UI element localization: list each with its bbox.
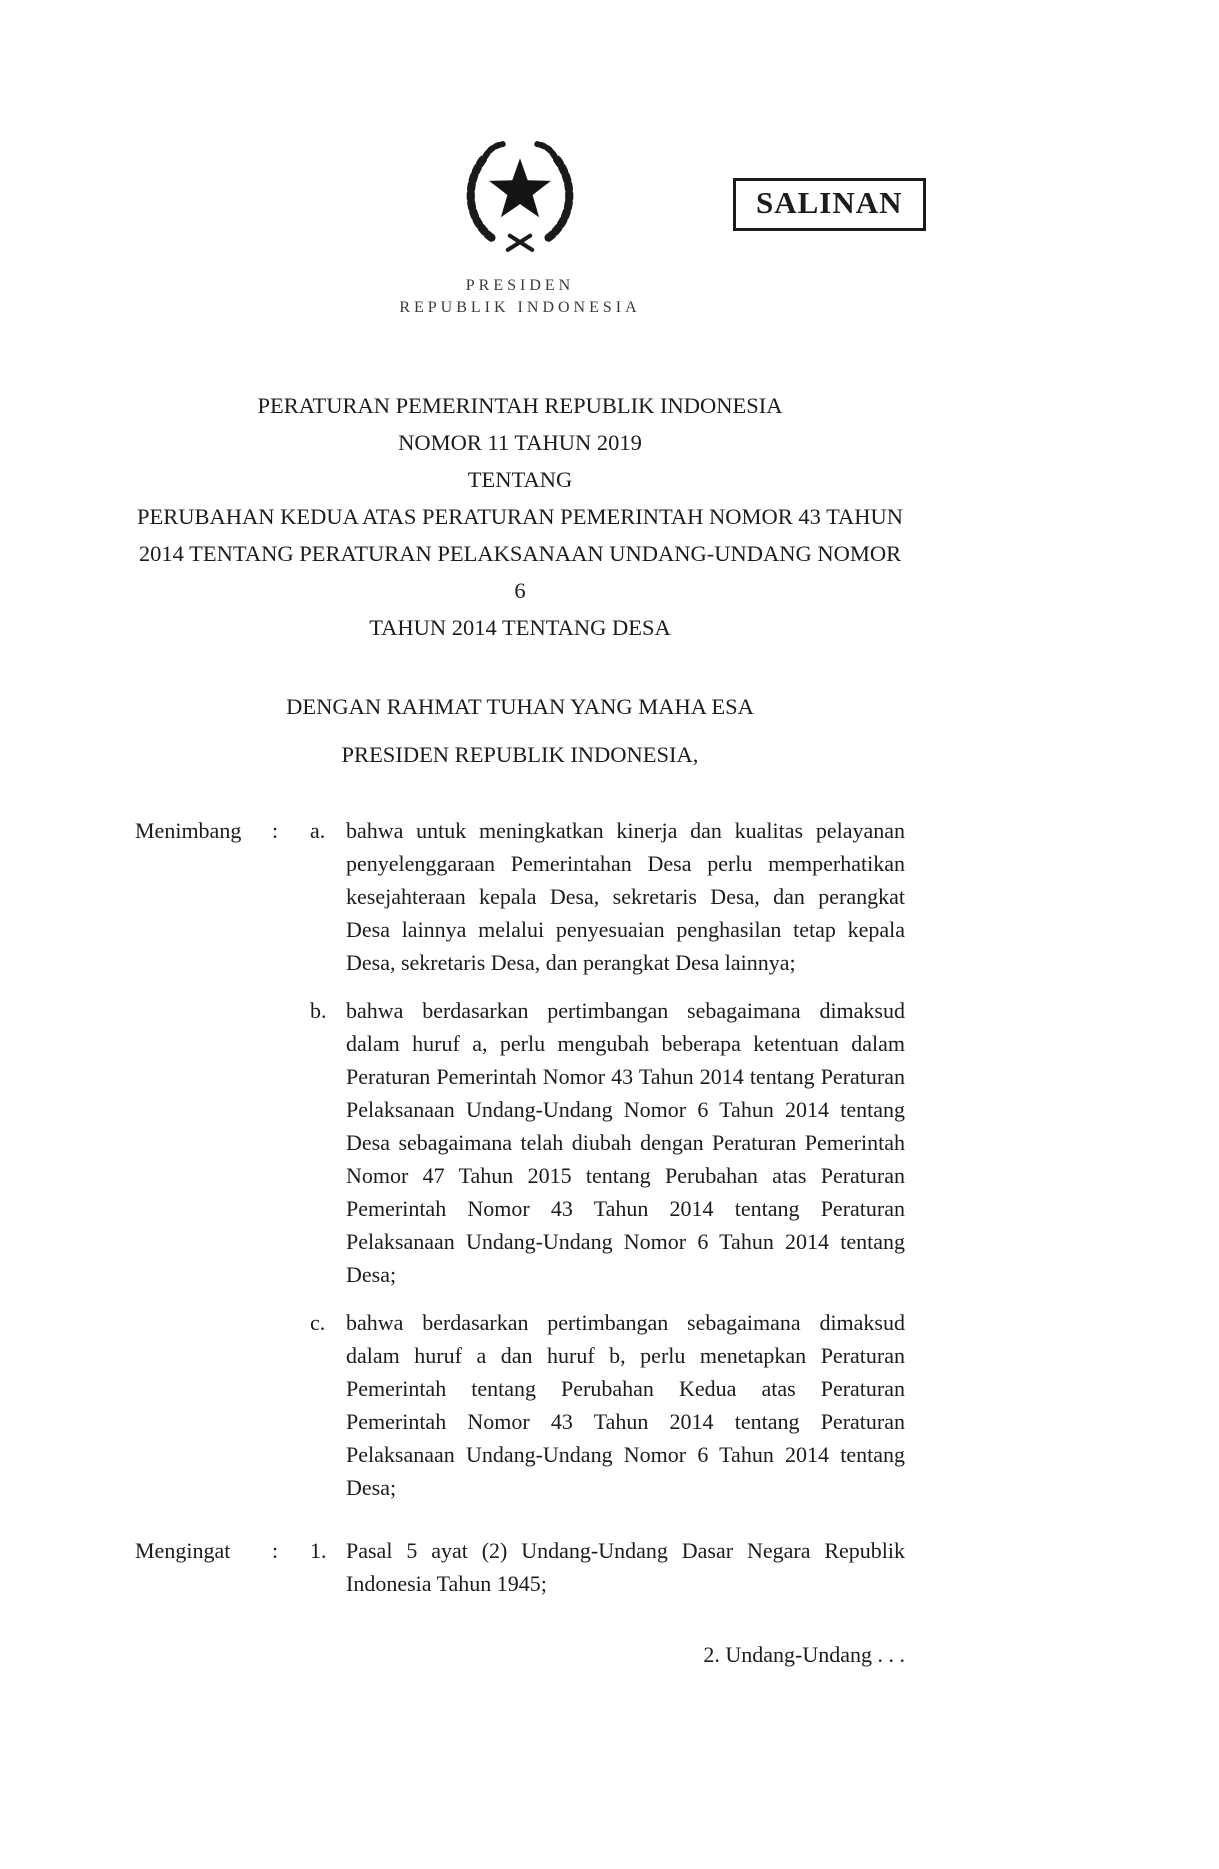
emblem-wrap [135,136,905,261]
star-icon [489,158,551,217]
title-line-1: PERATURAN PEMERINTAH REPUBLIK INDONESIA [257,393,783,418]
salinan-label: SALINAN [756,185,903,220]
title-line-2: NOMOR 11 TAHUN 2019 [398,430,642,455]
title-line-5: 2014 TENTANG PERATURAN PELAKSANAAN UNDANG-UNDANG NOMOR 6 [138,541,902,603]
letterhead-presiden: PRESIDEN [465,277,575,294]
item-text: bahwa berdasarkan pertimbangan sebagaimana dimaksud dalam huruf a dan huruf b, perlu menetapkan Peraturan Pemerintah tentang Perubahan Kedua atas Peraturan Pemerintah Nomor 43 Tahun 2014 tentang Peraturan Pelaksanaan Undang-Undang Nomor 6 Tahun 2014 tentang Desa; [346,1310,905,1500]
rahmat-line: DENGAN RAHMAT TUHAN YANG MAHA ESA [286,694,754,719]
presiden-republik-line: PRESIDEN REPUBLIK INDONESIA, [341,742,699,767]
document-content [135,0,905,1668]
mengingat-items [310,1534,905,1600]
item-marker: c. [310,1310,326,1335]
menimbang-item-a [310,814,905,979]
mengingat-item-1 [310,1534,905,1600]
presidential-emblem-icon [458,136,582,256]
title-line-6: TAHUN 2014 TENTANG DESA [369,615,671,640]
menimbang-item-c [310,1306,905,1504]
letterhead [135,275,905,319]
menimbang-item-b [310,994,905,1291]
menimbang-label: Menimbang [135,818,242,843]
mengingat-label: Mengingat [135,1538,231,1563]
item-marker: b. [310,998,327,1023]
title-line-3: TENTANG [467,467,573,492]
item-text: Pasal 5 ayat (2) Undang-Undang Dasar Negara Republik Indonesia Tahun 1945; [346,1538,905,1596]
item-marker: a. [310,818,326,843]
title-line-4: PERUBAHAN KEDUA ATAS PERATURAN PEMERINTAH NOMOR 43 TAHUN [136,504,904,529]
menimbang-colon: : [272,818,279,843]
item-marker: 1. [310,1538,327,1563]
item-text: bahwa untuk meningkatkan kinerja dan kualitas pelayanan penyelenggaraan Pemerintahan Desa perlu memperhatikan kesejahteraan kepala Desa, sekretaris Desa, dan perangkat Desa lainnya melalui penyesuaian penghasilan tetap kepala Desa, sekretaris Desa, dan perangkat Desa lainnya; [346,818,905,975]
mengingat-colon: : [272,1538,279,1563]
letterhead-republik-indonesia: REPUBLIK INDONESIA [399,299,641,316]
mengingat-section [135,1534,905,1600]
menimbang-section [135,814,905,1504]
page-catchword: 2. Undang-Undang . . . [703,1642,905,1667]
document-title [135,387,905,646]
item-text: bahwa berdasarkan pertimbangan sebagaimana dimaksud dalam huruf a, perlu mengubah beberapa ketentuan dalam Peraturan Pemerintah Nomor 43 Tahun 2014 tentang Peraturan Pelaksanaan Undang-Undang Nomor 6 Tahun 2014 tentang Desa sebagaimana telah diubah dengan Peraturan Pemerintah Nomor 47 Tahun 2015 tentang Perubahan atas Peraturan Pemerintah Nomor 43 Tahun 2014 tentang Peraturan Pelaksanaan Undang-Undang Nomor 6 Tahun 2014 tentang Desa; [346,998,905,1287]
menimbang-items [310,814,905,1504]
